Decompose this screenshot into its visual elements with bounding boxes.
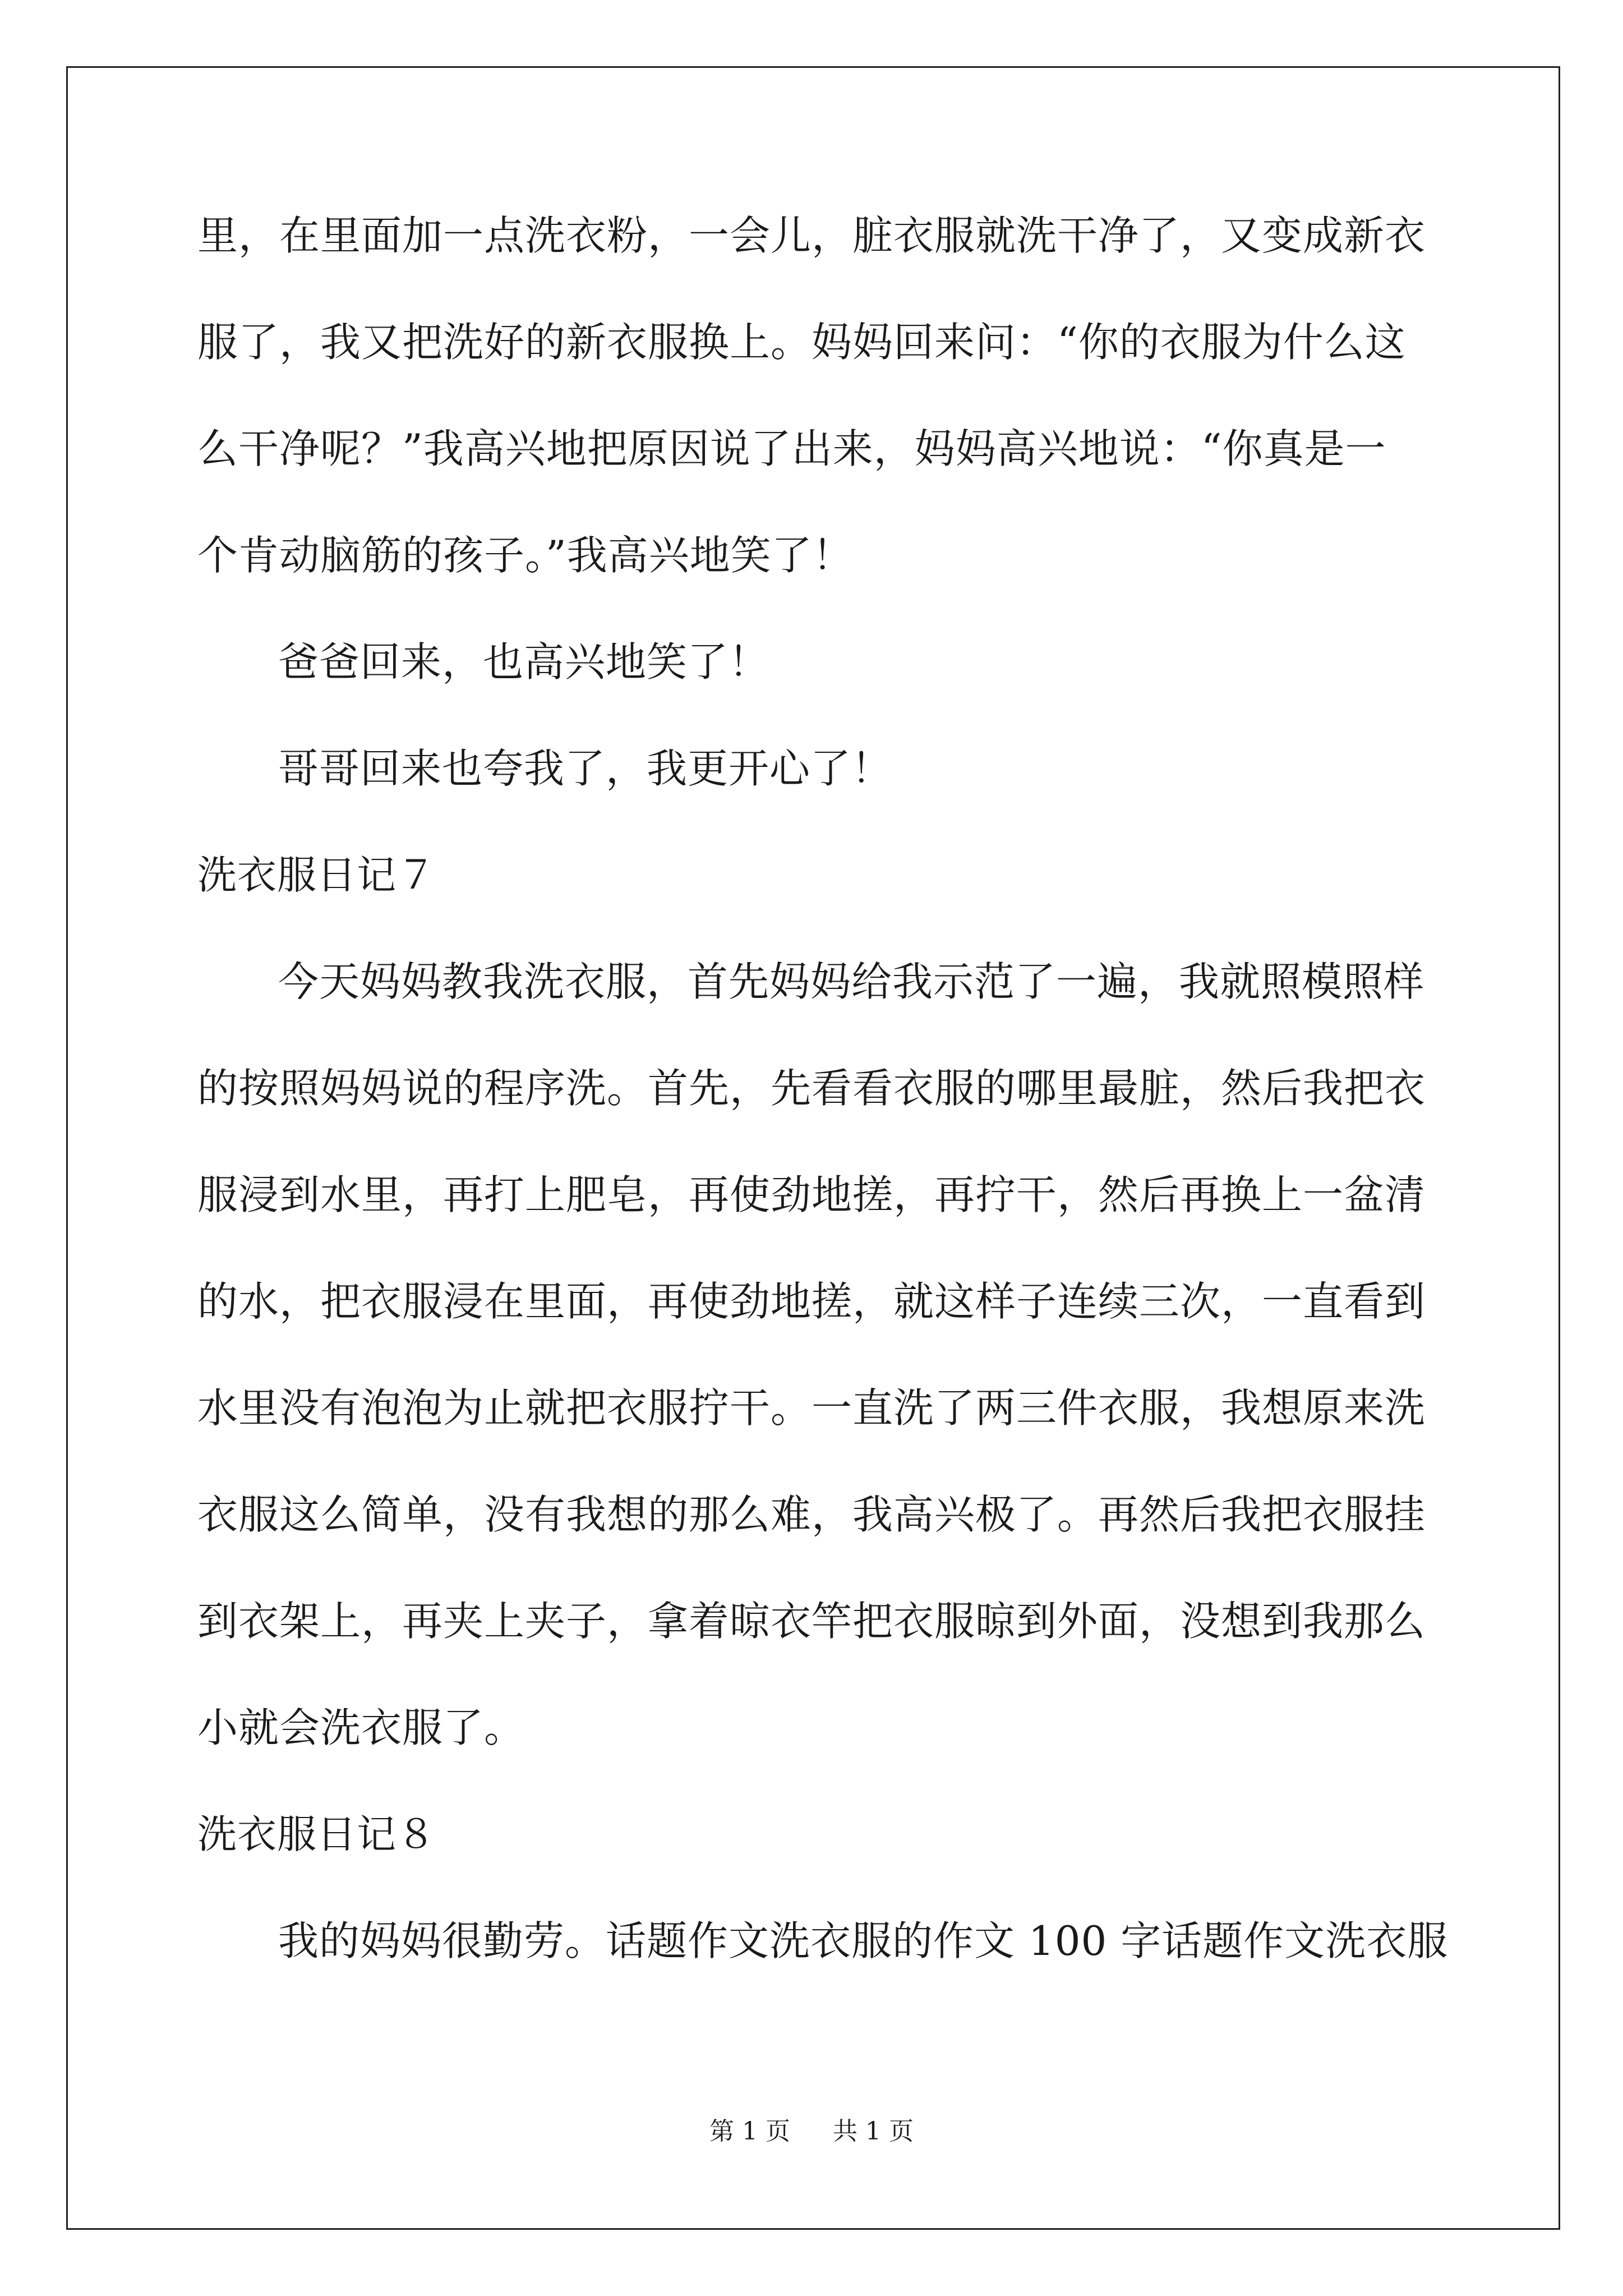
text-line-15: 小就会洗衣服了。 xyxy=(197,1704,525,1751)
text-line-3: 么干净呢？”我高兴地把原因说了出来，妈妈高兴地说：“你真是一 xyxy=(197,425,1386,472)
text-line-17: 我的妈妈很勤劳。话题作文洗衣服的作文 100 字话题作文洗衣服 xyxy=(278,1917,1449,1964)
text-line-9: 的按照妈妈说的程序洗。首先，先看看衣服的哪里最脏，然后我把衣 xyxy=(197,1065,1426,1112)
section-heading-8: 洗衣服日记８ xyxy=(197,1811,436,1857)
text-line-14: 到衣架上，再夹上夹子，拿着晾衣竿把衣服晾到外面，没想到我那么 xyxy=(197,1598,1426,1645)
paragraph-dad: 爸爸回来，也高兴地笑了！ xyxy=(278,638,770,685)
text-line-8: 今天妈妈教我洗衣服，首先妈妈给我示范了一遍，我就照模照样 xyxy=(278,958,1425,1005)
text-line-10: 服浸到水里，再打上肥皂，再使劲地搓，再拧干，然后再换上一盆清 xyxy=(197,1171,1426,1218)
section-heading-7: 洗衣服日记７ xyxy=(197,852,436,898)
paragraph-brother: 哥哥回来也夸我了，我更开心了！ xyxy=(278,745,893,792)
text-line-1: 里，在里面加一点洗衣粉，一会儿，脏衣服就洗干净了，又变成新衣 xyxy=(197,212,1426,259)
text-line-4: 个肯动脑筋的孩子。”我高兴地笑了！ xyxy=(197,532,854,579)
text-line-2: 服了，我又把洗好的新衣服换上。妈妈回来问：“你的衣服为什么这 xyxy=(197,319,1406,366)
page-current-label: 第 1 页 xyxy=(709,2117,790,2146)
page-footer xyxy=(0,2115,1623,2148)
text-line-11: 的水，把衣服浸在里面，再使劲地搓，就这样子连续三次，一直看到 xyxy=(197,1278,1426,1325)
text-line-12: 水里没有泡泡为止就把衣服拧干。一直洗了两三件衣服，我想原来洗 xyxy=(197,1384,1426,1432)
text-line-13: 衣服这么简单，没有我想的那么难，我高兴极了。再然后我把衣服挂 xyxy=(197,1491,1426,1538)
page-total-label: 共 1 页 xyxy=(833,2117,914,2146)
page-border xyxy=(66,66,1560,2230)
